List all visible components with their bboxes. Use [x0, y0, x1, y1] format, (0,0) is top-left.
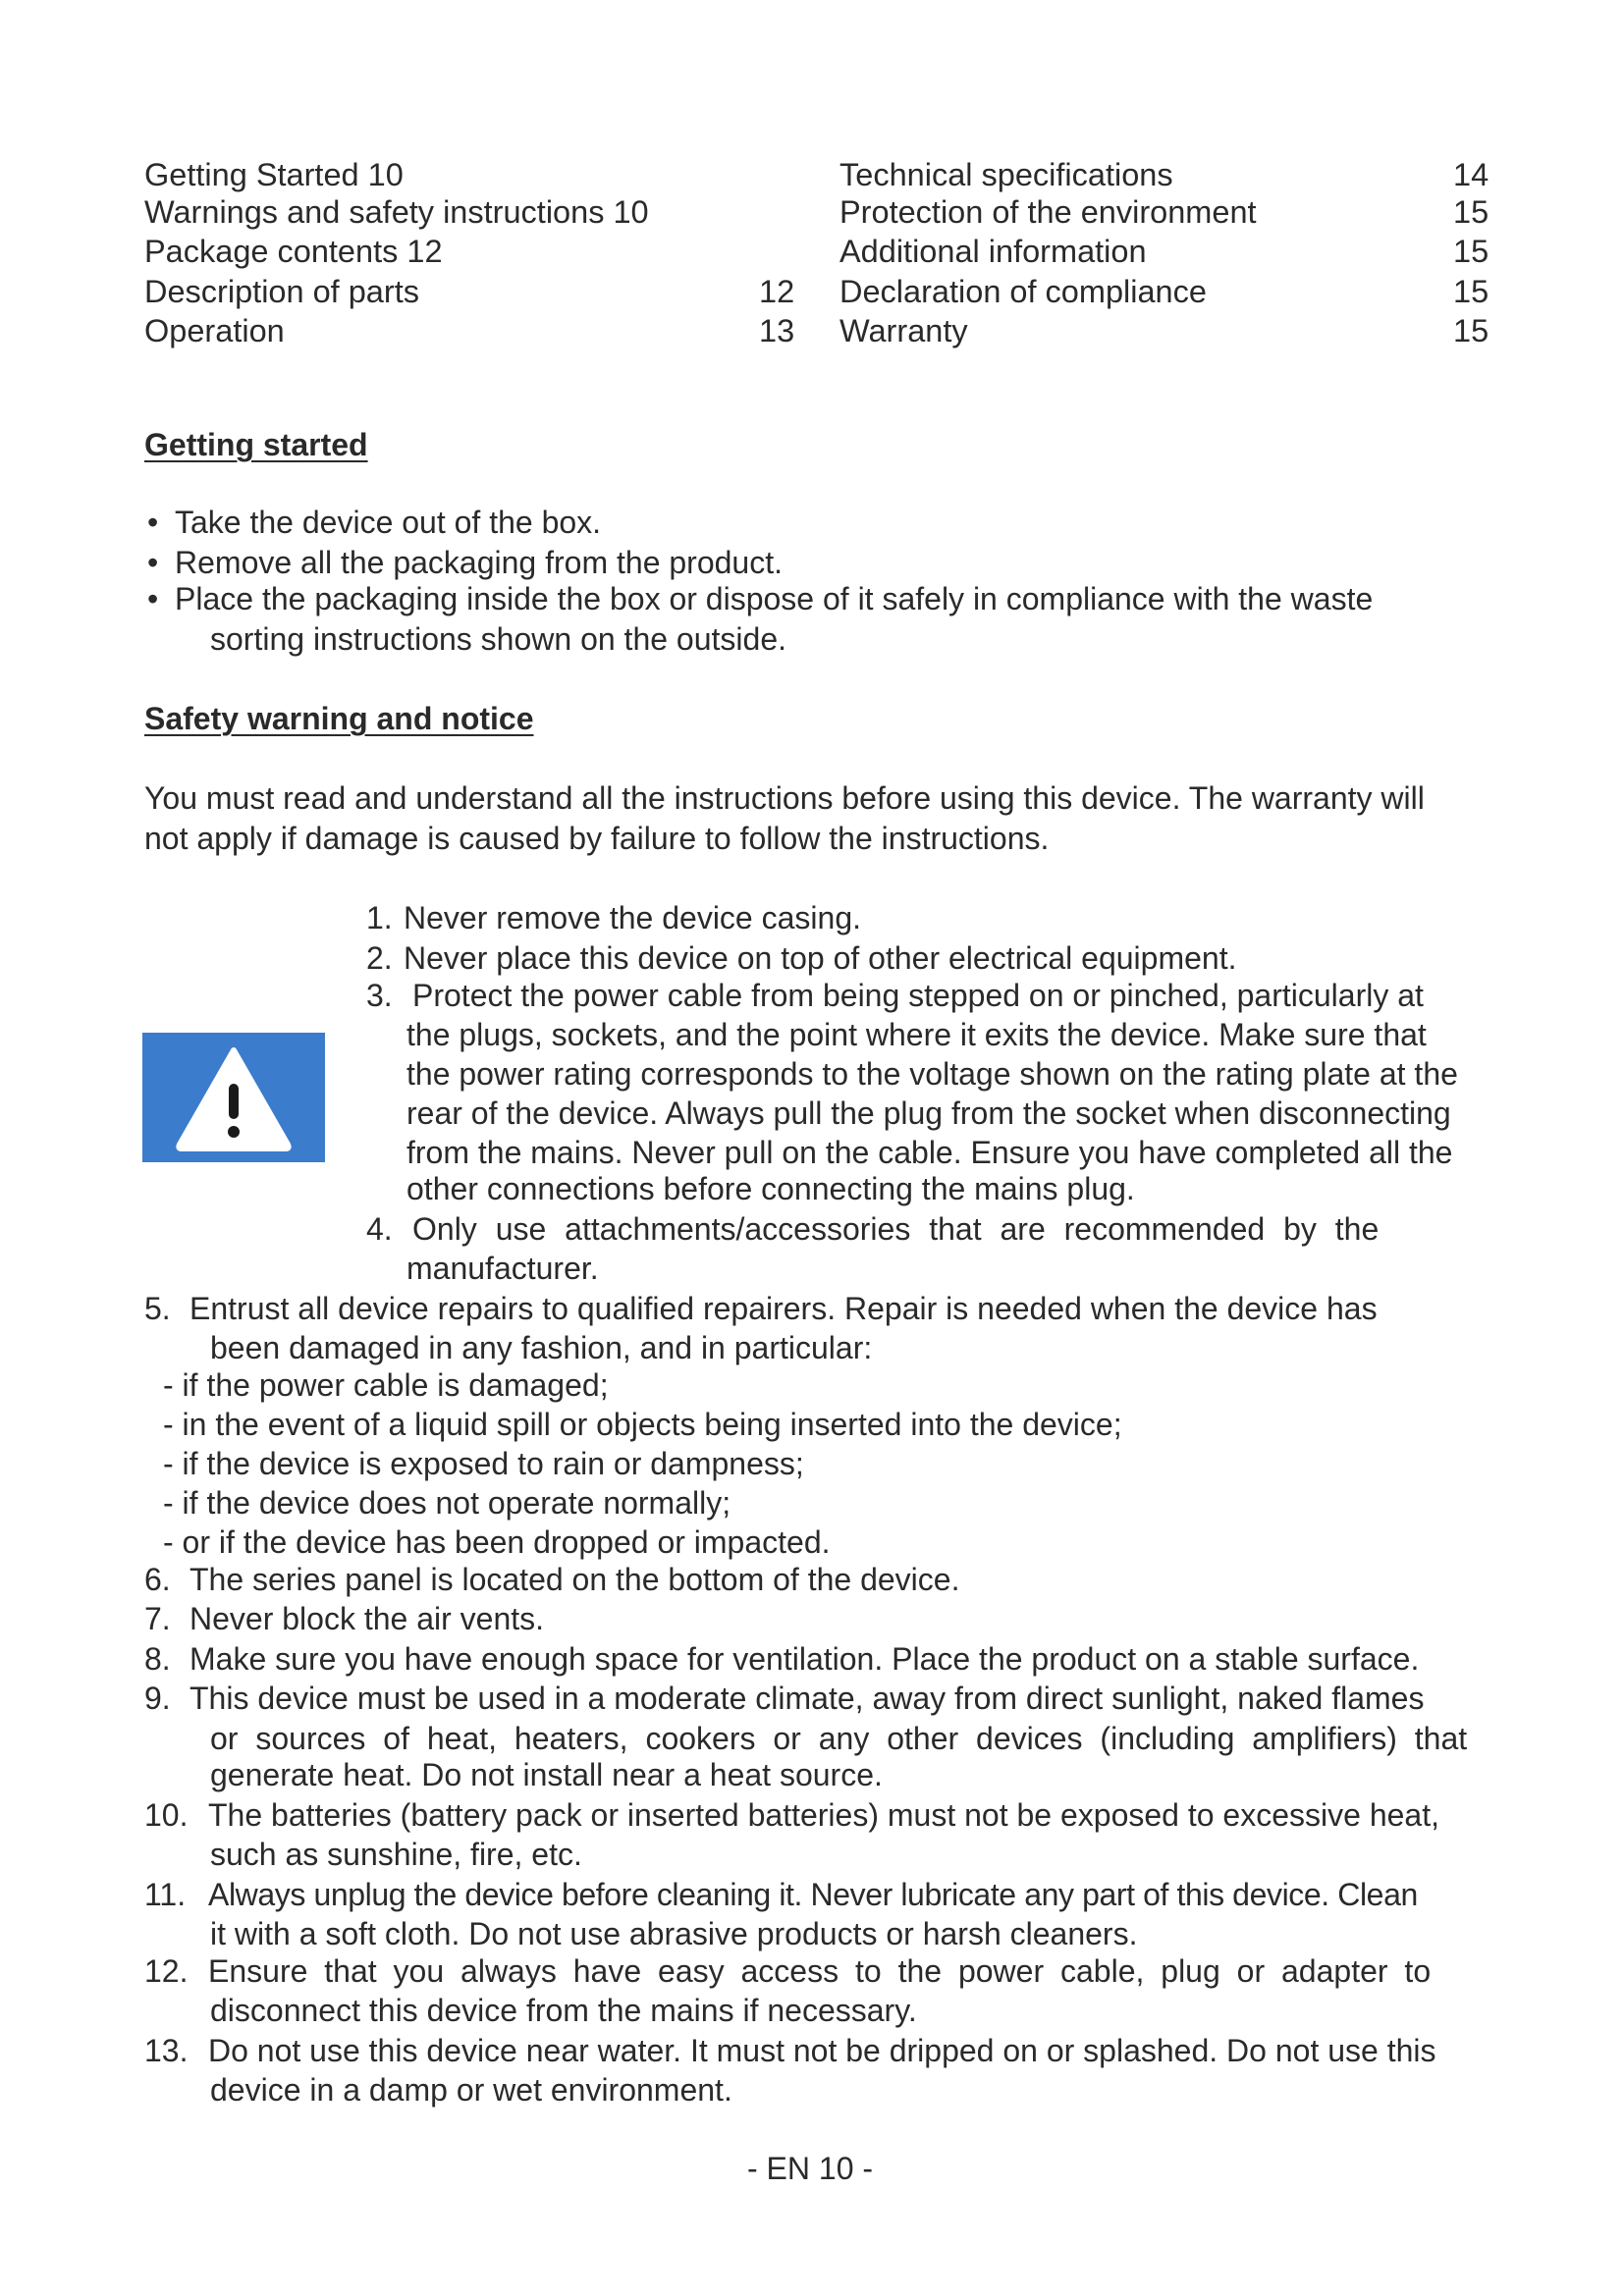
- sub-list-item: - in the event of a liquid spill or objects being inserted into the device;: [163, 1407, 1122, 1442]
- toc-left-page: 13: [759, 313, 795, 348]
- toc-right-title: Technical specifications: [839, 157, 1173, 192]
- list-item: Ensure that you always have easy access to the power cable, plug or adapter to: [208, 1953, 1432, 1989]
- list-item: Make sure you have enough space for ventilation. Place the product on a stable surface.: [189, 1641, 1420, 1677]
- list-item-continuation: been damaged in any fashion, and in particular:: [210, 1330, 873, 1365]
- safety-intro-line: not apply if damage is caused by failure to follow the instructions.: [144, 821, 1050, 856]
- toc-right-title: Protection of the environment: [839, 194, 1257, 230]
- toc-right-page: 15: [1453, 274, 1489, 309]
- toc-left-title: Warnings and safety instructions 10: [144, 194, 649, 230]
- list-item: Do not use this device near water. It must not be dripped on or splashed. Do not use this: [208, 2033, 1436, 2068]
- toc-left-title: Description of parts: [144, 274, 419, 309]
- sub-list-item: - if the device is exposed to rain or dampness;: [163, 1446, 804, 1481]
- list-item: Never block the air vents.: [189, 1601, 545, 1636]
- list-item-continuation: it with a soft cloth. Do not use abrasive products or harsh cleaners.: [210, 1916, 1138, 1951]
- list-item-continuation: the power rating corresponds to the voltage shown on the rating plate at the: [406, 1056, 1458, 1092]
- toc-right-page: 14: [1453, 157, 1489, 192]
- toc-left-title: Package contents 12: [144, 234, 443, 269]
- bullet-icon: •: [147, 505, 159, 540]
- bullet-icon: •: [147, 581, 159, 616]
- sub-list-item: - if the device does not operate normally;: [163, 1485, 731, 1521]
- item-number: 6.: [144, 1562, 171, 1597]
- item-number: 2.: [366, 940, 393, 976]
- safety-intro-line: You must read and understand all the instructions before using this device. The warranty will: [144, 780, 1425, 816]
- list-item-continuation: sorting instructions shown on the outside.: [210, 621, 786, 657]
- list-item-continuation: disconnect this device from the mains if necessary.: [210, 1993, 917, 2028]
- list-item-continuation: other connections before connecting the mains plug.: [406, 1171, 1135, 1206]
- item-number: 1.: [366, 900, 393, 935]
- list-item: Place the packaging inside the box or dispose of it safely in compliance with the waste: [175, 581, 1374, 616]
- item-number: 5.: [144, 1291, 171, 1326]
- list-item: The batteries (battery pack or inserted batteries) must not be exposed to excessive heat,: [208, 1797, 1439, 1833]
- list-item: Take the device out of the box.: [175, 505, 602, 540]
- list-item: This device must be used in a moderate climate, away from direct sunlight, naked flames: [189, 1681, 1425, 1716]
- page-number: - EN 10 -: [747, 2151, 874, 2186]
- toc-right-title: Additional information: [839, 234, 1147, 269]
- list-item: Only use attachments/accessories that are recommended by the: [412, 1211, 1380, 1247]
- toc-right-title: Declaration of compliance: [839, 274, 1207, 309]
- toc-right-title: Warranty: [839, 313, 968, 348]
- sub-list-item: - or if the device has been dropped or impacted.: [163, 1524, 831, 1560]
- list-item: Never remove the device casing.: [404, 900, 861, 935]
- item-number: 11.: [144, 1877, 187, 1912]
- list-item-continuation: from the mains. Never pull on the cable. Ensure you have completed all the: [406, 1135, 1453, 1170]
- safety-heading: Safety warning and notice: [144, 701, 534, 736]
- toc-left-title: Getting Started 10: [144, 157, 404, 192]
- toc-right-page: 15: [1453, 234, 1489, 269]
- list-item: Always unplug the device before cleaning it. Never lubricate any part of this device. Clean: [208, 1877, 1418, 1912]
- sub-list-item: - if the power cable is damaged;: [163, 1367, 609, 1403]
- item-number: 4.: [366, 1211, 393, 1247]
- toc-left-title: Operation: [144, 313, 285, 348]
- item-number: 9.: [144, 1681, 171, 1716]
- item-number: 10.: [144, 1797, 189, 1833]
- item-number: 3.: [366, 978, 393, 1013]
- list-item: Protect the power cable from being stepped on or pinched, particularly at: [412, 978, 1424, 1013]
- list-item-continuation: device in a damp or wet environment.: [210, 2072, 732, 2108]
- list-item-continuation: or sources of heat, heaters, cookers or any other devices (including amplifiers) that: [210, 1721, 1468, 1756]
- list-item-continuation: manufacturer.: [406, 1251, 599, 1286]
- warning-triangle-icon: [142, 1033, 325, 1162]
- list-item: Never place this device on top of other electrical equipment.: [404, 940, 1237, 976]
- toc-left-page: 12: [759, 274, 795, 309]
- list-item: Remove all the packaging from the product.: [175, 545, 783, 580]
- getting-started-heading: Getting started: [144, 427, 368, 462]
- item-number: 12.: [144, 1953, 189, 1989]
- list-item-continuation: generate heat. Do not install near a heat source.: [210, 1757, 883, 1792]
- list-item: The series panel is located on the bottom of the device.: [189, 1562, 960, 1597]
- list-item: Entrust all device repairs to qualified repairers. Repair is needed when the device has: [189, 1291, 1378, 1326]
- toc-right-page: 15: [1453, 194, 1489, 230]
- item-number: 8.: [144, 1641, 171, 1677]
- list-item-continuation: such as sunshine, fire, etc.: [210, 1837, 582, 1872]
- bullet-icon: •: [147, 545, 159, 580]
- list-item-continuation: rear of the device. Always pull the plug from the socket when disconnecting: [406, 1095, 1451, 1131]
- toc-right-page: 15: [1453, 313, 1489, 348]
- item-number: 13.: [144, 2033, 189, 2068]
- item-number: 7.: [144, 1601, 171, 1636]
- list-item-continuation: the plugs, sockets, and the point where it exits the device. Make sure that: [406, 1017, 1427, 1052]
